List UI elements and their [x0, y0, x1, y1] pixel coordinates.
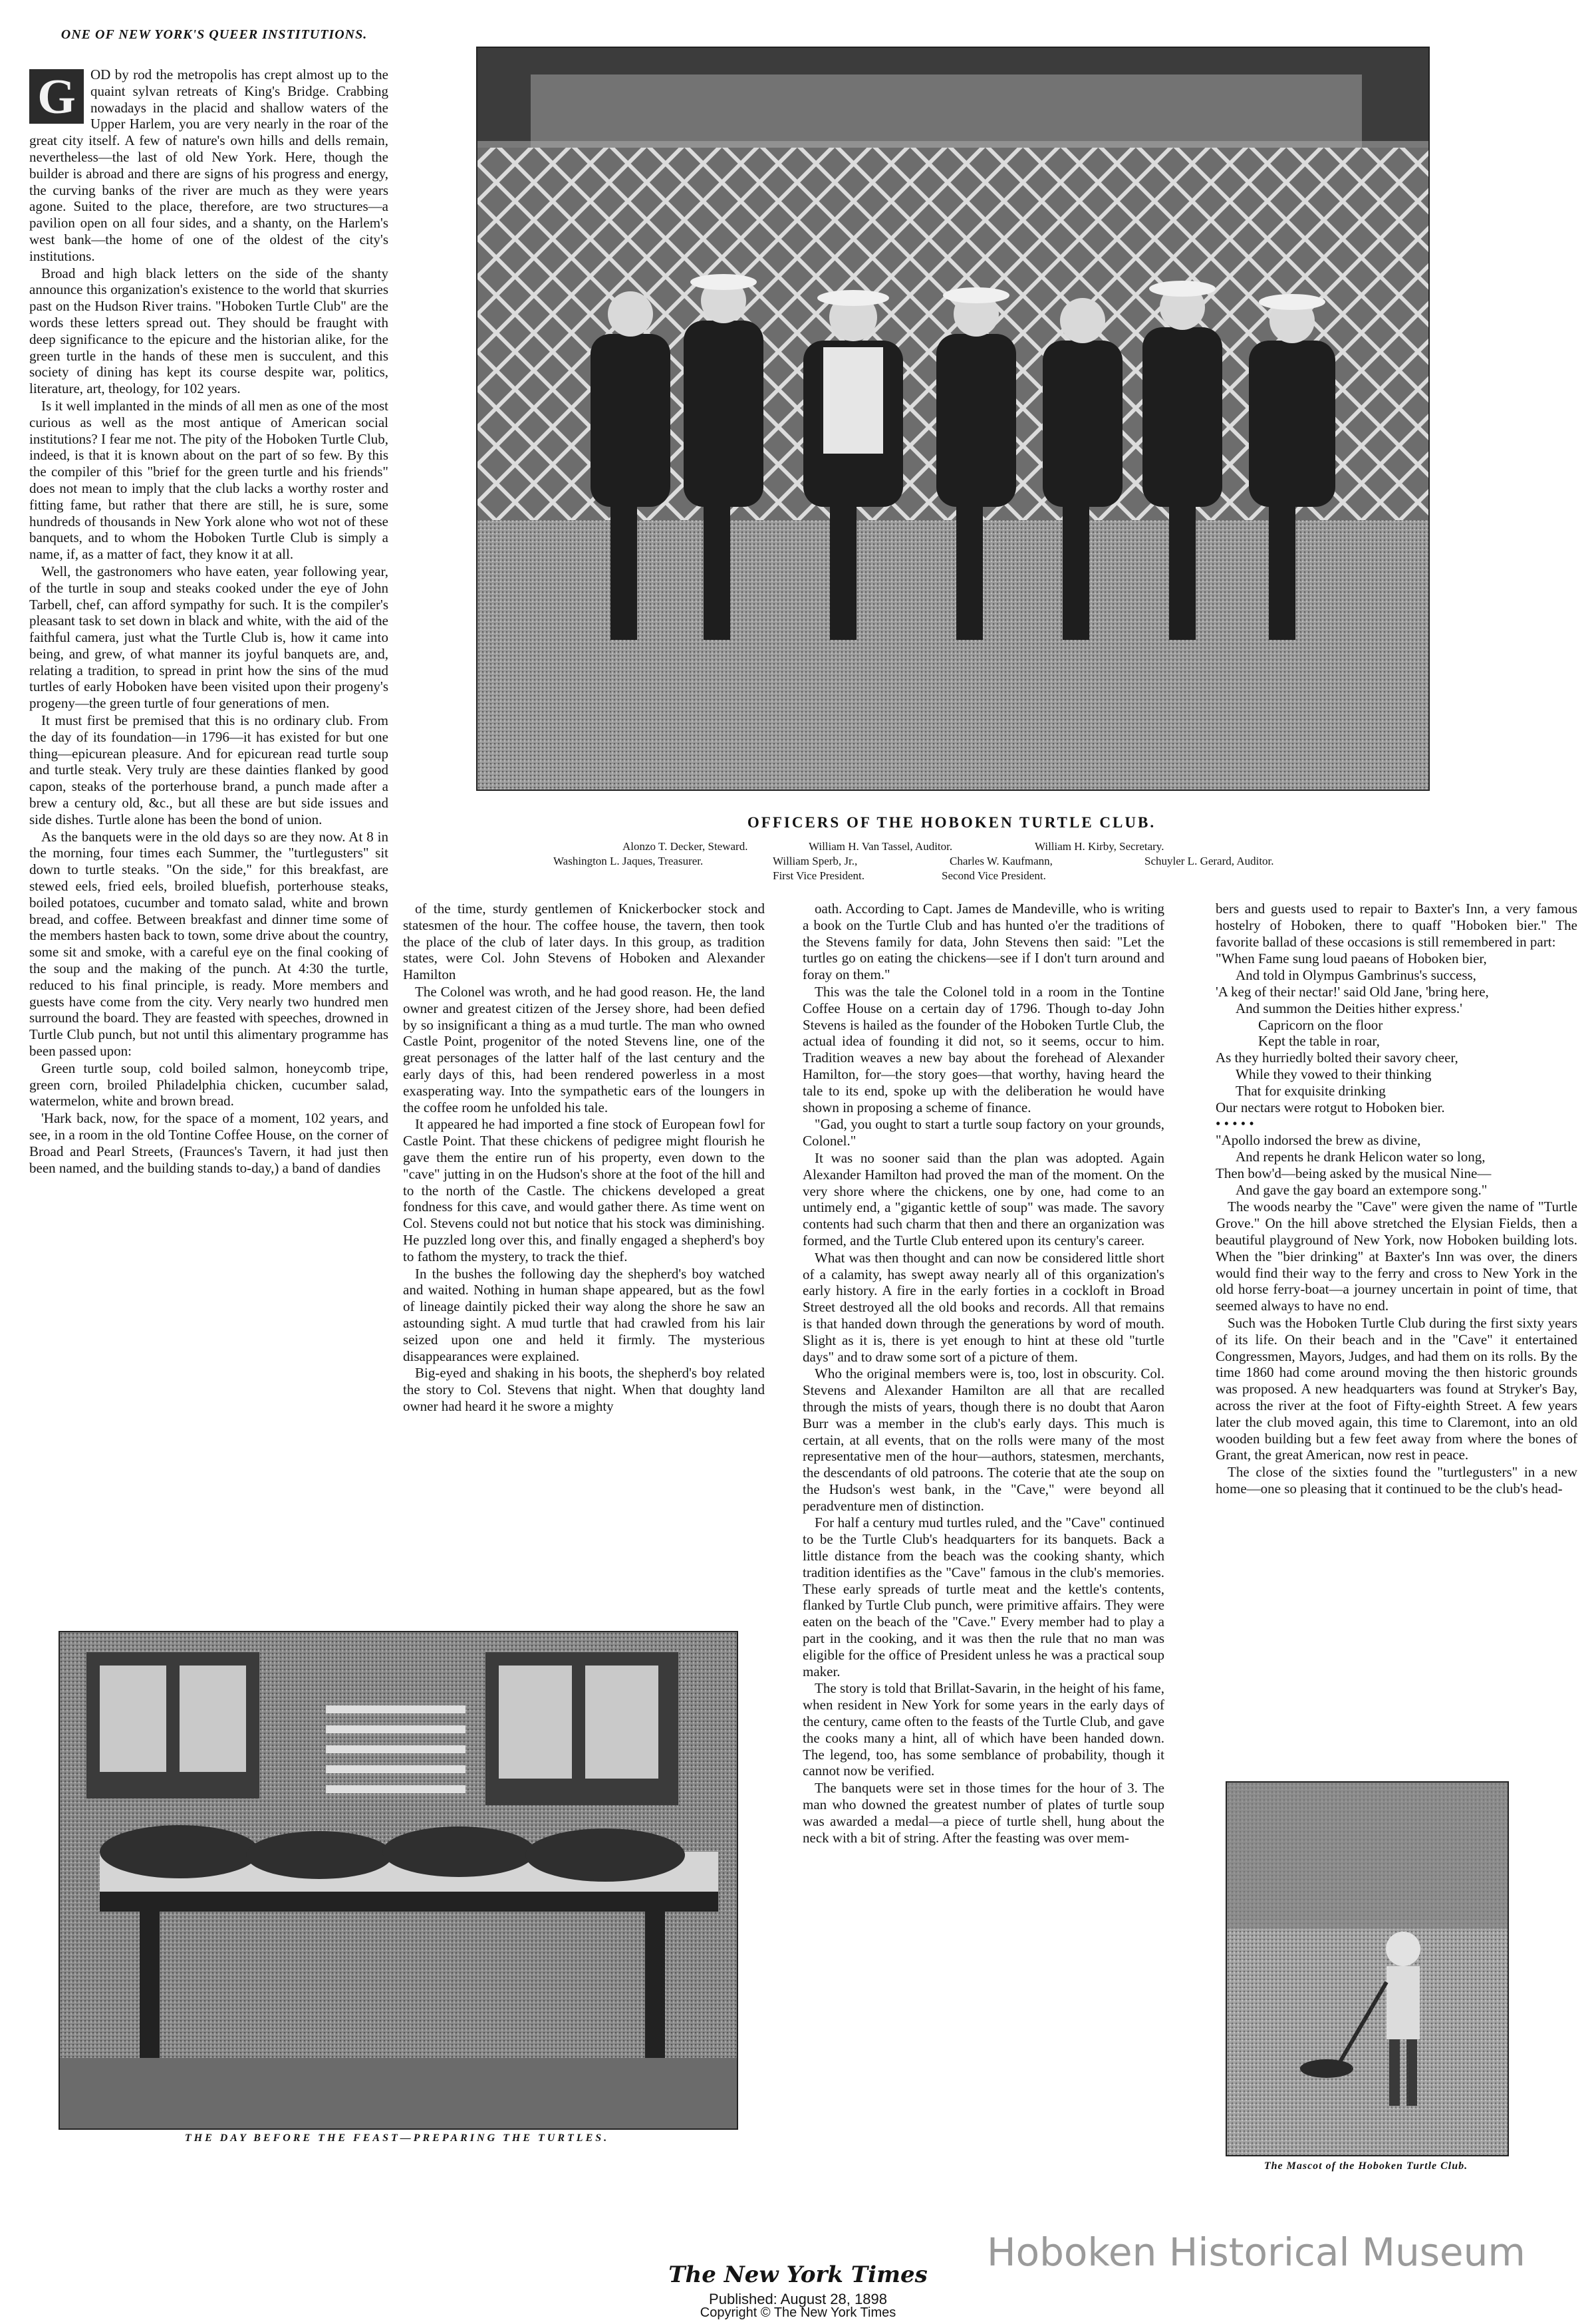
name-first-vp: First Vice President.	[773, 869, 864, 882]
poem-line: Our nectars were rotgut to Hoboken bier.	[1216, 1099, 1445, 1115]
article-column-2	[403, 901, 765, 1627]
name-vantassel: William H. Van Tassel, Auditor.	[809, 840, 953, 853]
paragraph: The woods nearby the "Cave" were given the name of "Turtle Grove." On the hill above stretched the Elysian Fields, then a beautiful playground of New York, now Hoboken building lots. When the "bier drinking" at Baxter's Inn was over, the diners would find their way to the ferry and cross to New York in the old horse ferry-boat—a journey uncertain in point of time, that seemed always to have no end.	[1216, 1199, 1577, 1314]
paragraph: of the time, sturdy gentlemen of Knickerbocker stock and statesmen of the hour. The coffee house, the tavern, then took the place of the club of later days. In this group, as tradition states, were Col. John Stevens of Hoboken and Alexander Hamilton	[403, 901, 765, 983]
poem-line: Capricorn on the floor	[1258, 1016, 1383, 1033]
paragraph: For half a century mud turtles ruled, and the "Cave" continued to be the Turtle Club's headquarters for its banquets. Back a little distance from the beach was the cooking shanty, which tradition identifies as the "Cave" famous in the club's memories. These early spreads of turtle meat and the kettle's contents, flanked by Turtle Club punch, were primitive affairs. They were eaten on the beach of the "Cave." Every member had to play a part in the cooking, and it was then the rule that no man was eligible for the office of President unless he was a practical soup maker.	[803, 1515, 1164, 1679]
name-kaufmann: Charles W. Kaufmann,	[950, 855, 1053, 867]
officers-names	[476, 839, 1427, 886]
poem-line: And told in Olympus Gambrinus's success,	[1236, 967, 1476, 984]
turtles-photo	[59, 1631, 738, 2130]
name-jaques: Washington L. Jaques, Treasurer.	[553, 855, 704, 867]
column-4-intro: bers and guests used to repair to Baxter's Inn, a very famous hostelry of Hoboken, there to quaff "Hoboken bier." The favorite ballad of these occasions is still remembered in part:	[1216, 901, 1577, 950]
turtles-photo-image	[60, 1632, 737, 2128]
museum-watermark: Hoboken Historical Museum	[987, 2230, 1526, 2275]
nyt-masthead: The New York Times	[668, 2261, 928, 2288]
paragraph: oath. According to Capt. James de Mandeville, who is writing a book on the Turtle Club and has hunted o'er the traditions of the Stevens family for data, John Stevens then said: "Let the turtles go on eating the chickens—see if I don't turn around and foray on them."	[803, 901, 1164, 983]
paragraph: Well, the gastronomers who have eaten, year following year, of the turtle in soup and steaks cooked under the eye of John Tarbell, chef, can afford sympathy for such. It is the compiler's pleasant task to set down in black and white, with the aid of the faithful camera, just what the Turtle Club is, how it came into being, and grew, of what manner its joyful banquets are, and, relating a tradition, to spread in print how the sins of the mud turtles of early Hoboken have been visited upon their progeny's progeny—the green turtle of four generations of men.	[29, 563, 388, 712]
paragraph: It must first be premised that this is no ordinary club. From the day of its foundation—in 1796—it has existed for but one thing—epicurean pleasure. And for epicurean read turtle soup and turtle steak. Very truly are these dainties flanked by good capon, steaks of the porterhouse brand, a punch made after a brew a century old, &c., but all these are but side issues and side dishes. Turtle alone has been the bond of union.	[29, 712, 388, 827]
ballad-poem	[1216, 950, 1577, 1198]
poem-line: • • • • •	[1216, 1115, 1254, 1132]
paragraph: As the banquets were in the old days so are they now. At 8 in the morning, four times each Summer, the "turtlegusters" sit down to turtle steaks. "On the side," for this breakfast, are stewed eels, fried eels, broiled bluefish, porterhouse steaks, boiled potatoes, cucumber and tomato salad, white and brown bread, and coffee. Between breakfast and dinner time some of the members hasten back to town, some drive about the country, some sit and smoke, with a careful eye on the final cooking of the soup and the making of the punch. At 4:30 the turtle, reduced to his final principle, is ready. More members and guests have come from the city. Very nearly two hundred men surround the board. They are feasted with speeches, drowned in Turtle Club punch, but not until this alimentary programme has been passed upon:	[29, 828, 388, 1060]
name-kirby: William H. Kirby, Secretary.	[1035, 840, 1164, 853]
poem-line: That for exquisite drinking	[1236, 1082, 1386, 1099]
article-column-1	[29, 67, 388, 1623]
name-sperb: William Sperb, Jr.,	[773, 855, 858, 867]
headline: ONE OF NEW YORK'S QUEER INSTITUTIONS.	[61, 27, 368, 42]
article-column-4	[1216, 901, 1577, 1765]
paragraph: The banquets were set in those times for the hour of 3. The man who downed the greatest number of plates of turtle soup was awarded a medal—a piece of turtle shell, hung about the neck with a bit of string. After the feasting was over mem-	[803, 1780, 1164, 1846]
poem-line: 'A keg of their nectar!' said Old Jane, 'bring here,	[1216, 983, 1489, 1000]
mascot-photo-image	[1227, 1783, 1508, 2155]
officers-photo	[476, 47, 1430, 791]
officers-photo-image	[477, 48, 1428, 790]
poem-line: "When Fame sung loud paeans of Hoboken bier,	[1216, 950, 1487, 967]
poem-line: And summon the Deities hither express.'	[1236, 1000, 1462, 1016]
paragraph: The story is told that Brillat-Savarin, in the height of his fame, when resident in New York for some years in the early days of the century, came often to the feasts of the Turtle Club, and gave the cooks many a hint, all of which have been handed down. The legend, too, has some semblance of probability, though it cannot now be verified.	[803, 1680, 1164, 1779]
poem-line: "Apollo indorsed the brew as divine,	[1216, 1132, 1421, 1149]
paragraph: Is it well implanted in the minds of all men as one of the most curious as well as the most antique of American social institutions? I fear me not. The pity of the Hoboken Turtle Club, indeed, is that it is known about on the part of so few. By this the compiler of this "brief for the green turtle and his friends" does not mean to imply that the club lacks a worthy roster and fitting fame, but rather that there are still, he is sure, some hundreds of thousands in New York alone who wot not of these banquets, and to whom the Hoboken Turtle Club is simply a name, if, as a matter of fact, they know it at all.	[29, 397, 388, 563]
paragraph: It appeared he had imported a fine stock of European fowl for Castle Point. That these chickens of pedigree might flourish he gave them the entire run of his property, even down to the "cave" jutting in on the Hudson's shore at the foot of the hill and to the north of the Castle. The chickens developed a great fondness for this cave, and would gather there. As time went on Col. Stevens could not but notice that his stock was diminishing. He puzzled long over this, and finally engaged a shepherd's boy to fathom the mystery, to track the thief.	[403, 1116, 765, 1264]
paragraph: The close of the sixties found the "turtlegusters" in a new home—one so pleasing that it continued to be the club's head-	[1216, 1464, 1577, 1497]
opening-text: OD by rod the metropolis has crept almost up to the quaint sylvan retreats of King's Bridge. Crabbing nowadays in the placid and shallow waters of the Upper Harlem, you are very nearly in the roar of the great city itself. A few of nature's own hills and dells remain, nevertheless—the last of old New York. Here, though the builder is abroad and there are signs of his progress and energy, the curving banks of the river are much as they were years agone. Suited to the place, therefore, are two structures—a pavilion open on all four sides, and a shanty, on the Harlem's west bank—the home of one of the oldest of the city's institutions.	[29, 67, 388, 264]
poem-line: Kept the table in roar,	[1258, 1033, 1380, 1050]
officers-caption: OFFICERS OF THE HOBOKEN TURTLE CLUB.	[747, 814, 1156, 831]
paragraph: "Gad, you ought to start a turtle soup factory on your grounds, Colonel."	[803, 1116, 1164, 1149]
article-opening-paragraph	[29, 67, 388, 265]
paragraph: Green turtle soup, cold boiled salmon, honeycomb tripe, green corn, broiled Philadelphia chicken, cucumber salad, watermelon, white and brown bread.	[29, 1060, 388, 1109]
poem-line: As they hurriedly bolted their savory cheer,	[1216, 1050, 1458, 1066]
drop-cap: G	[29, 69, 84, 124]
paragraph: This was the tale the Colonel told in a room in the Tontine Coffee House on a certain day of 1796. Though to-day John Stevens is hailed as the founder of the Hoboken Turtle Club, the actual idea of founding it did not, so it seems, occur to him. Tradition weaves a new bay about the forehead of Alexander Hamilton, for—the story goes—that worthy, having heard the tale to its end, spoke up with the deliberation he would have shown in proposing a scheme of finance.	[803, 983, 1164, 1115]
paragraph: What was then thought and can now be considered little short of a calamity, has swept away nearly all of this organization's early history. A fire in the early forties in a cockloft in Broad Street destroyed all the old books and records. All that remains is that handed down through the generations by word of mouth. Slight as it is, there is yet enough to hint at these old "turtle days" and to draw some sort of a picture of them.	[803, 1249, 1164, 1365]
paragraph: 'Hark back, now, for the space of a moment, 102 years, and see, in a room in the old Tontine Coffee House, on the corner of Broad and Pearl Streets, (Fraunces's Tavern, it had just then been named, and the building stands to-day,) a band of dandies	[29, 1110, 388, 1176]
poem-line: And gave the gay board an extempore song."	[1236, 1181, 1488, 1198]
publication-date: Published: August 28, 1898	[709, 2291, 887, 2307]
paragraph: Big-eyed and shaking in his boots, the shepherd's boy related the story to Col. Stevens that night. When that doughty land owner had heard it he swore a mighty	[403, 1365, 765, 1414]
poem-line: While they vowed to their thinking	[1236, 1066, 1432, 1082]
paragraph: The Colonel was wroth, and he had good reason. He, the land owner and greatest citizen of the Jersey shore, had been defied by so insignificant a thing as a mud turtle. The man who owned Castle Point, progenitor of the noted Stevens line, one of the great personages of the latter half of the last century and the early days of this, had been rendered powerless in a most exasperating way. Into the sympathetic ears of the loungers in the coffee room he unfolded his tale.	[403, 983, 765, 1115]
article-column-3	[803, 901, 1164, 2231]
mascot-caption: The Mascot of the Hoboken Turtle Club.	[1264, 2160, 1468, 2172]
name-second-vp: Second Vice President.	[942, 869, 1046, 882]
paragraph: In the bushes the following day the shepherd's boy watched and waited. Nothing in human shape appeared, but as the fowl of lineage daintily picked their way along the shore he saw an astounding sight. A mud turtle that had crawled from his lair seized upon one and held it firmly. The mysterious disappearances were explained.	[403, 1265, 765, 1364]
poem-line: And repents he drank Helicon water so long,	[1236, 1148, 1486, 1165]
name-gerard: Schuyler L. Gerard, Auditor.	[1144, 855, 1274, 867]
poem-line: Then bow'd—being asked by the musical Nine—	[1216, 1165, 1492, 1181]
paragraph: Who the original members were is, too, lost in obscurity. Col. Stevens and Alexander Hamilton are all that are recalled through the mists of years, though there is no doubt that Aaron Burr was a member in the club's early days. This much is certain, at all events, that on the rolls were many of the most representative men of the hour—authors, statesmen, merchants, the descendants of old patroons. The coterie that ate the soup on the Hudson's west bank, in the "Cave," were beyond all peradventure men of distinction.	[803, 1366, 1164, 1514]
paragraph: Broad and high black letters on the side of the shanty announce this organization's existence to the world that skurries past on the Hudson River trains. "Hoboken Turtle Club" are the words these letters spread out. They should be fraught with deep significance to the epicure and the historian alike, for the green turtle in the hands of these men is succulent, and this society of dining has kept its course despite war, politics, literature, art, theology, for 102 years.	[29, 265, 388, 397]
paragraph: Such was the Hoboken Turtle Club during the first sixty years of its life. On their beach and in the "Cave" it entertained Congressmen, Mayors, Judges, and had them on its rolls. By the time 1860 had come around moving the then historic grounds was proposed. A new headquarters was found at Stryker's Bay, across the river at the foot of Fifty-eighth Street. A few years later the club moved again, this time to Claremont, into an old wooden building but a few feet away from where the bones of Grant, the great American, now rest in peace.	[1216, 1314, 1577, 1463]
turtles-caption: THE DAY BEFORE THE FEAST—PREPARING THE TURTLES.	[184, 2132, 610, 2144]
mascot-photo	[1226, 1781, 1509, 2156]
copyright-line: Copyright © The New York Times	[700, 2305, 896, 2320]
name-decker: Alonzo T. Decker, Steward.	[622, 840, 748, 853]
paragraph: It was no sooner said than the plan was adopted. Again Alexander Hamilton had proved the man of the moment. On the very shore where the chickens, one by one, had come to an untimely end, a "gigantic kettle of soup" was made. The savory contents had such charm that then and there an organization was formed, and the Turtle Club entered upon its century's career.	[803, 1149, 1164, 1248]
